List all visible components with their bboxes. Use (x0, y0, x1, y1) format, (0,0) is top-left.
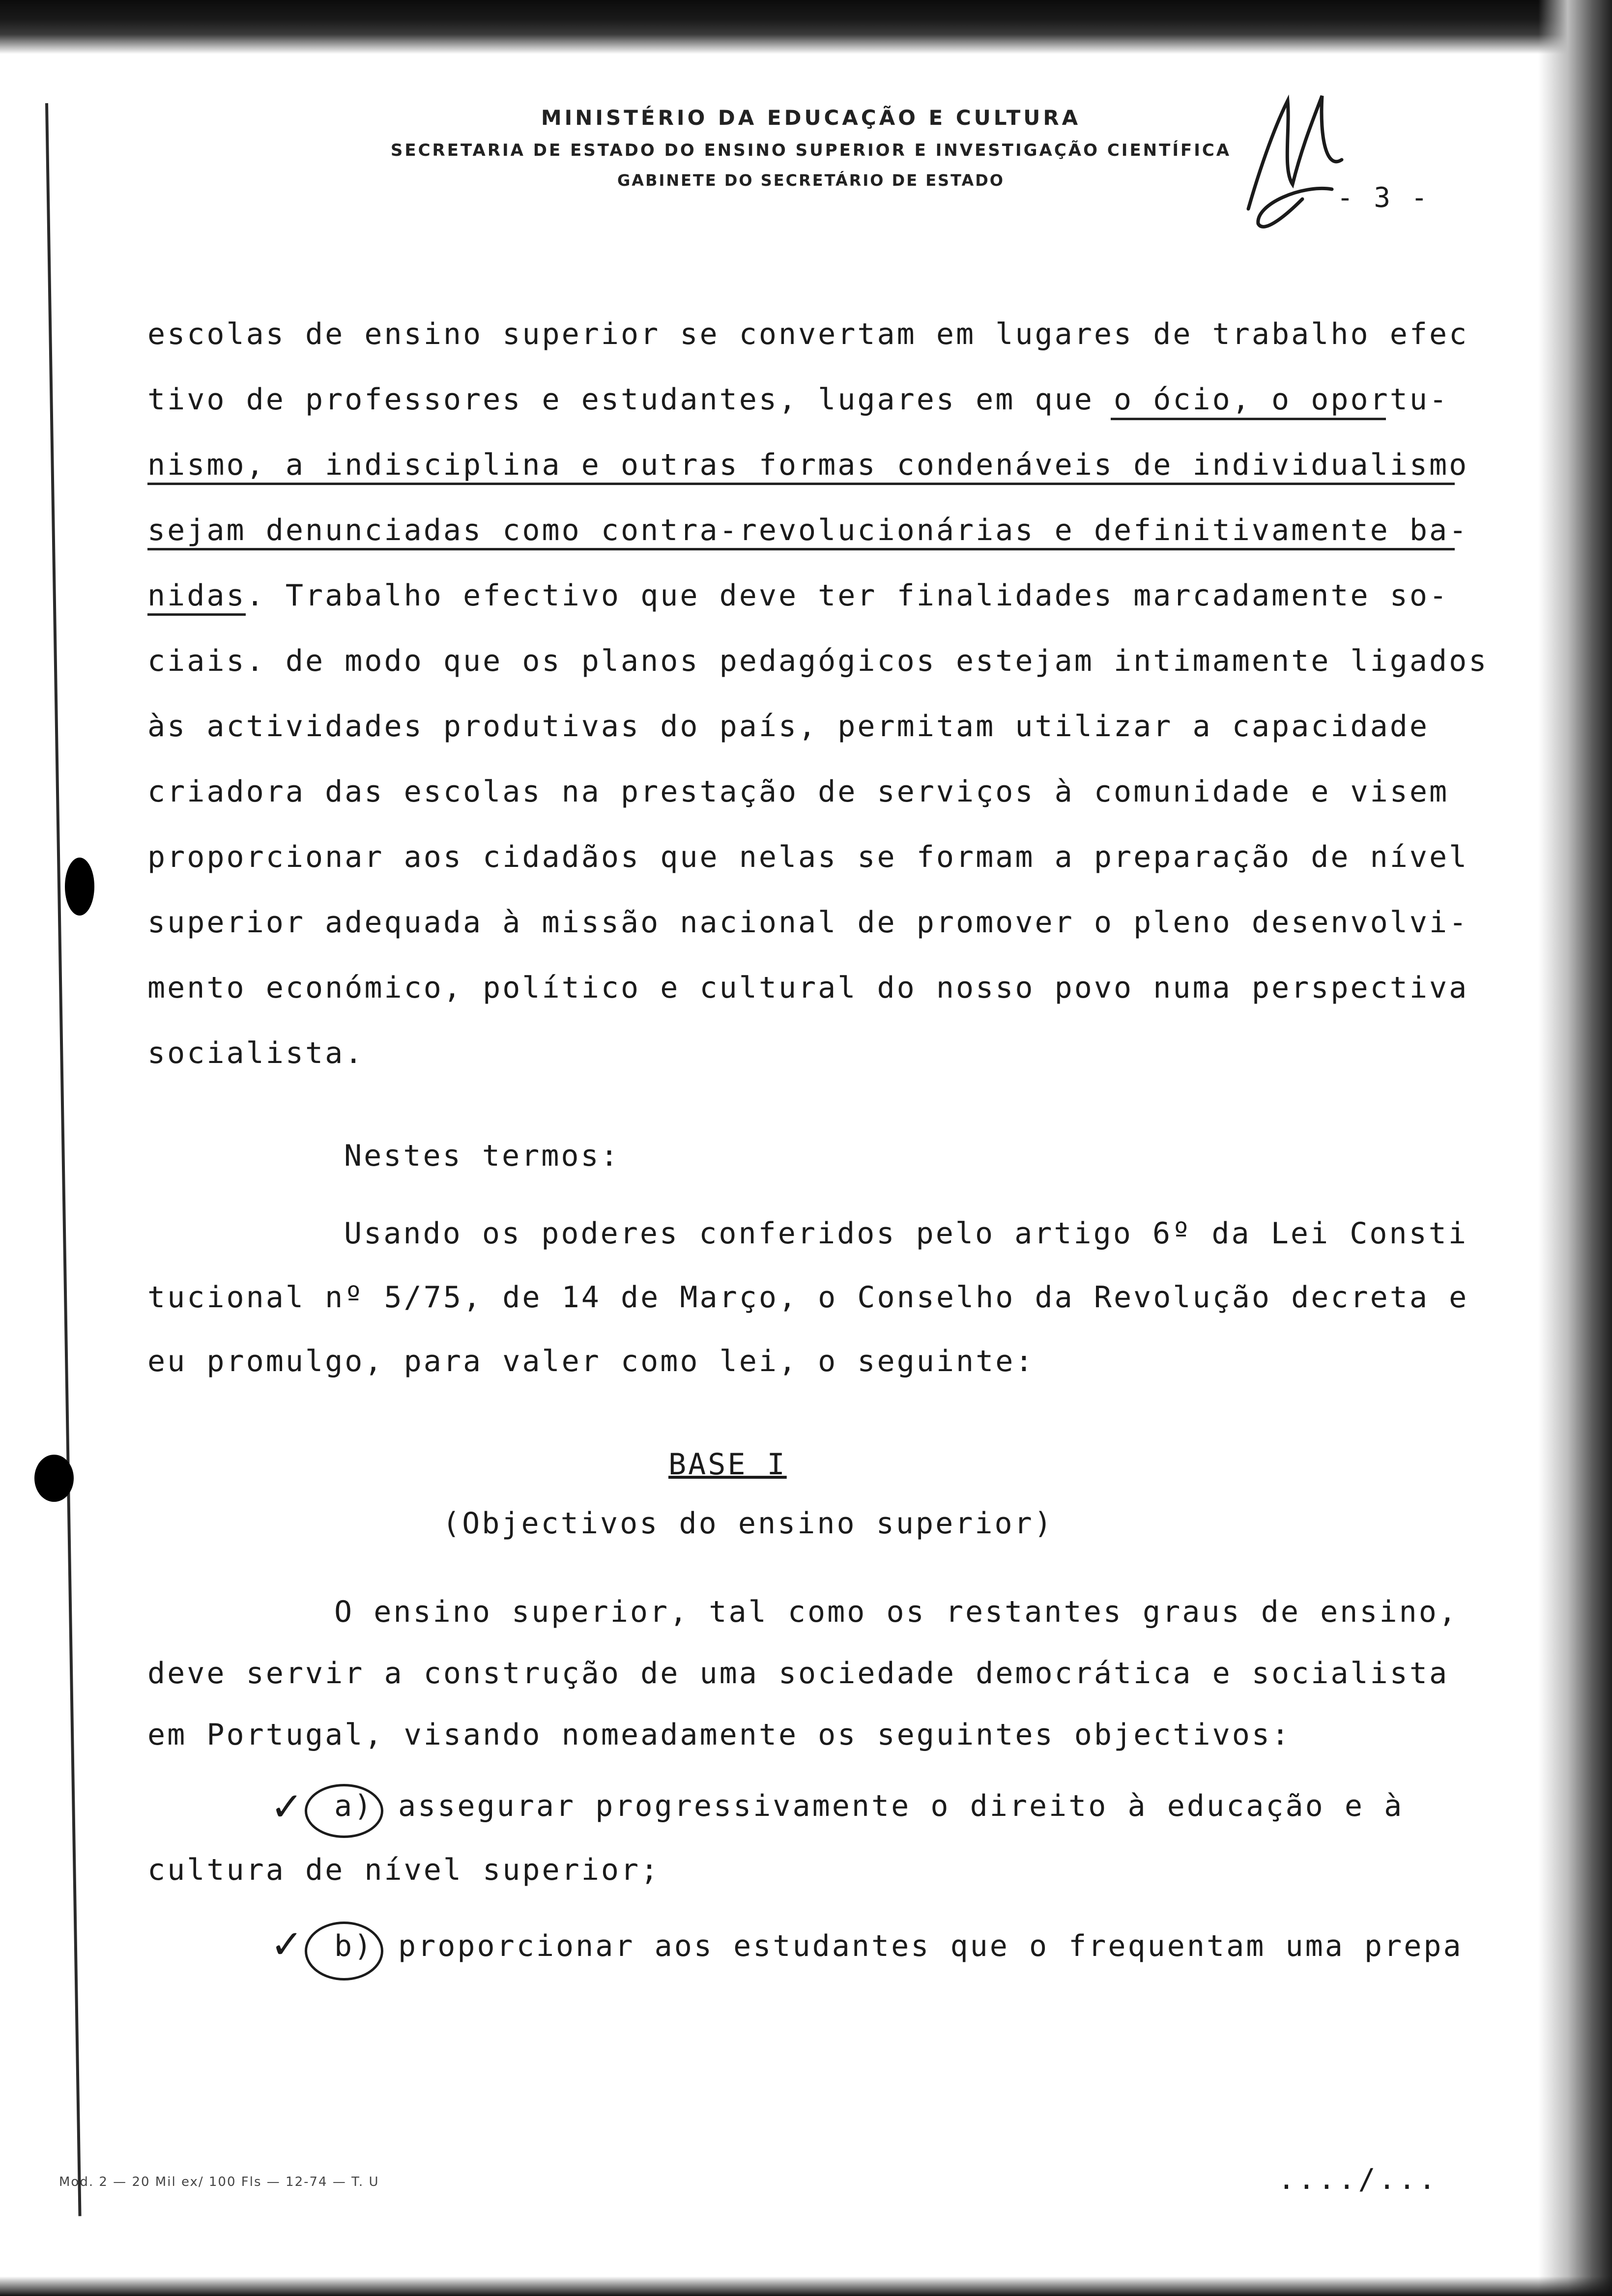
text-line: nidas. Trabalho efectivo que deve ter finalidades marcadamente so- (147, 578, 1449, 613)
base-subtitle: (Objectivos do ensino superior) (442, 1506, 1054, 1541)
item-b-text: proporcionar aos estudantes que o frequentam uma prepa (398, 1929, 1463, 1963)
text-line: tivo de professores e estudantes, lugares em que o ócio, o oportu- (147, 382, 1449, 417)
margin-rule (45, 103, 82, 2216)
hand-underline (1111, 418, 1386, 420)
text-line: sejam denunciadas como contra-revolucionárias e definitivamente ba- (147, 513, 1469, 547)
cabinet-name: GABINETE DO SECRETÁRIO DE ESTADO (617, 171, 1005, 190)
letterhead (344, 106, 1278, 190)
page-number: - 3 - (1337, 182, 1430, 214)
decree-line: Usando os poderes conferidos pelo artigo 6º da Lei Consti (344, 1216, 1468, 1251)
text-line: ciais. de modo que os planos pedagógicos estejam intimamente ligados (147, 644, 1489, 678)
scan-bottom-edge (0, 2276, 1612, 2296)
handwritten-signature (1229, 86, 1366, 248)
item-a-text: cultura de nível superior; (147, 1853, 661, 1887)
item-b-label: b) (334, 1929, 374, 1963)
nestes-termos: Nestes termos: (344, 1139, 620, 1173)
decree-line: tucional nº 5/75, de 14 de Março, o Conselho da Revolução decreta e (147, 1280, 1469, 1315)
text-line: criadora das escolas na prestação de serviços à comunidade e visem (147, 775, 1449, 809)
continuation-mark: ..../... (1278, 2162, 1439, 2196)
base-title: BASE I (668, 1447, 787, 1482)
text-line: às actividades produtivas do país, permitam utilizar a capacidade (147, 709, 1429, 744)
hand-underline (147, 548, 1455, 550)
hand-underline (147, 483, 1455, 485)
text-line: socialista. (147, 1036, 365, 1070)
text-line: escolas de ensino superior se convertam em lugares de trabalho efec (147, 317, 1469, 351)
ministry-name: MINISTÉRIO DA EDUCAÇÃO E CULTURA (541, 106, 1081, 130)
text-line: nismo, a indisciplina e outras formas condenáveis de individualismo (147, 448, 1469, 482)
text-line: mento económico, político e cultural do nosso povo numa perspectiva (147, 971, 1469, 1005)
item-a-text: assegurar progressivamente o direito à educação e à (398, 1789, 1404, 1823)
checkmark-icon: ✓ (270, 1784, 306, 1830)
secretariat-name: SECRETARIA DE ESTADO DO ENSINO SUPERIOR E INVESTIGAÇÃO CIENTÍFICA (390, 141, 1232, 160)
text-line: superior adequada à missão nacional de promover o pleno desenvolvi- (147, 905, 1469, 940)
base-line: em Portugal, visando nomeadamente os seguintes objectivos: (147, 1718, 1292, 1752)
scan-right-edge (1538, 0, 1612, 2296)
punch-hole (34, 1455, 74, 1502)
checkmark-icon: ✓ (270, 1922, 306, 1967)
scan-top-edge (0, 0, 1612, 54)
text-line: proporcionar aos cidadãos que nelas se formam a preparação de nível (147, 840, 1469, 874)
base-line: deve servir a construção de uma sociedade democrática e socialista (147, 1656, 1449, 1691)
punch-hole (65, 858, 94, 916)
item-a-label: a) (334, 1789, 374, 1823)
form-code: Mod. 2 — 20 Mil ex/ 100 Fls — 12-74 — T. U (59, 2175, 379, 2189)
decree-line: eu promulgo, para valer como lei, o seguinte: (147, 1344, 1035, 1378)
base-line: O ensino superior, tal como os restantes graus de ensino, (334, 1595, 1459, 1629)
hand-underline (147, 613, 246, 616)
